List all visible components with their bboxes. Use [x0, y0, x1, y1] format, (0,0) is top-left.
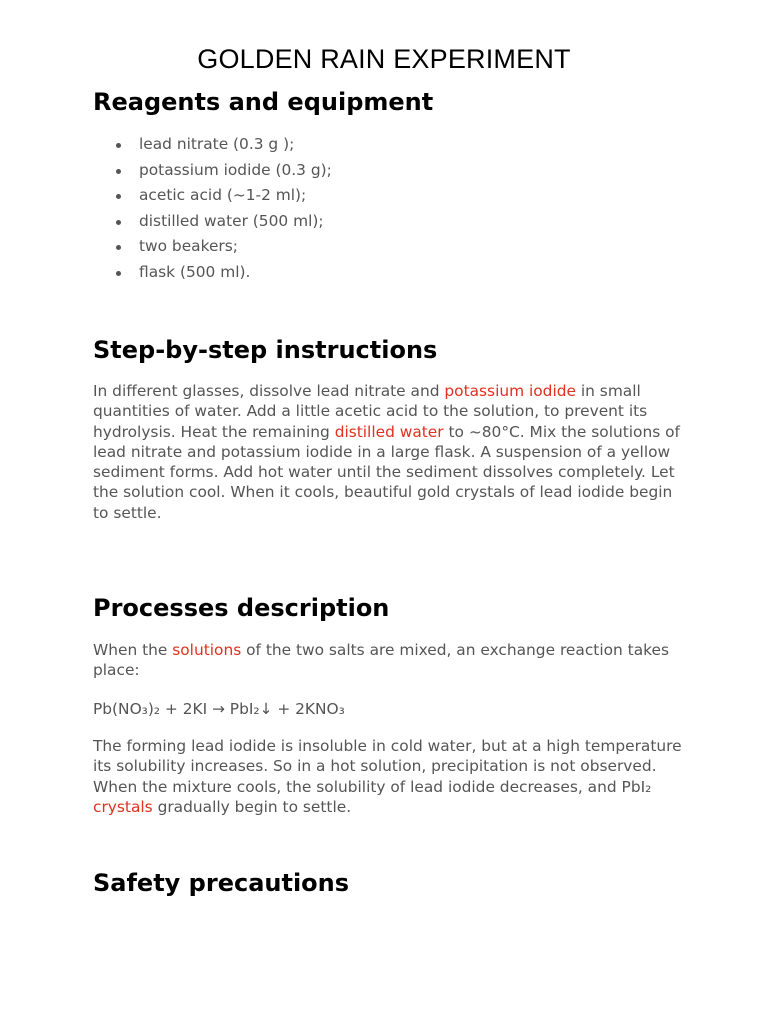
- crystals-link[interactable]: crystals: [93, 797, 153, 816]
- steps-paragraph: [93, 381, 683, 523]
- processes-desc-text-2: gradually begin to settle.: [152, 797, 352, 816]
- list-item: [93, 133, 693, 159]
- list-item-text: acetic acid (~1-2 ml);: [139, 186, 307, 205]
- list-item: [93, 261, 693, 287]
- list-item-text: distilled water (500 ml);: [139, 211, 324, 230]
- bullet-icon: [116, 245, 121, 250]
- processes-intro-paragraph: [93, 640, 683, 681]
- equipment-list: [93, 133, 693, 287]
- bullet-icon: [116, 220, 121, 225]
- list-item: [93, 235, 693, 261]
- section-heading-steps: Step-by-step instructions: [93, 336, 438, 364]
- steps-text-2: in small quantities of water. Add a little acetic acid to the solution, to prevent its hydrolysis. Heat the remaining: [93, 382, 648, 441]
- list-item-text: flask (500 ml).: [139, 262, 251, 281]
- bullet-icon: [116, 194, 121, 199]
- bullet-icon: [116, 143, 121, 148]
- list-item-text: two beakers;: [139, 237, 238, 256]
- processes-desc-text-1: The forming lead iodide is insoluble in cold water, but at a high temperature its solubility increases. So in a hot solution, precipitation is not observed. When the mixture cools, the solubility of lead iodide decreases, and PbI₂: [93, 737, 682, 796]
- bullet-icon: [116, 169, 121, 174]
- list-item-text: potassium iodide (0.3 g);: [139, 160, 332, 179]
- page-title: GOLDEN RAIN EXPERIMENT: [197, 44, 571, 74]
- list-item: [93, 184, 693, 210]
- list-item-text: lead nitrate (0.3 g );: [139, 135, 295, 153]
- distilled-water-link[interactable]: distilled water: [334, 422, 444, 441]
- processes-description-paragraph: [93, 736, 683, 817]
- potassium-iodide-link[interactable]: potassium iodide: [444, 382, 576, 400]
- section-heading-reagents: Reagents and equipment: [93, 88, 434, 116]
- reaction-equation: Pb(NO₃)₂ + 2KI → PbI₂↓ + 2KNO₃: [93, 700, 345, 718]
- list-item: [93, 210, 693, 236]
- list-item: [93, 159, 693, 185]
- section-heading-processes: Processes description: [93, 594, 390, 622]
- solutions-link[interactable]: solutions: [172, 641, 242, 659]
- steps-text-1: In different glasses, dissolve lead nitrate and: [93, 382, 445, 400]
- processes-intro-text-1: When the: [93, 641, 173, 659]
- section-heading-safety: Safety precautions: [93, 869, 350, 897]
- processes-intro-text-2: of the two salts are mixed, an exchange reaction takes place:: [93, 641, 669, 680]
- steps-text-3: to ~80°C. Mix the solutions of lead nitrate and potassium iodide in a large flask. A suspension of a yellow sediment forms. Add hot water until the sediment dissolves completely. Let the solution cool. When it cools, beautiful gold crystals of lead iodide begin to settle.: [93, 422, 680, 522]
- bullet-icon: [116, 271, 121, 276]
